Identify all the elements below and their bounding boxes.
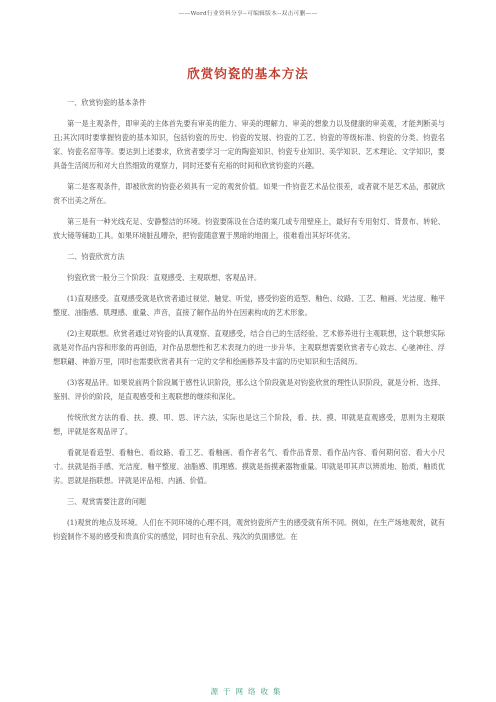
paragraph: 第二是客观条件，即被欣赏的钧瓷必须具有一定的观赏价值。如果一件钧瓷艺术品位很差，或者就不是艺术品，那就欣赏不出美之所在。 [53, 182, 445, 205]
document-title: 欣赏钧瓷的基本方法 [187, 66, 309, 81]
page-footer: 源于网络收集 [210, 687, 286, 696]
paragraph: (2)主观联想。欣赏者通过对钧瓷的认真观察、直观感受，结合自己的生活经验、艺术修养进行主观联想，这个联想实际就是对作品内容和形象的再创造，对作品思想性和艺术表现力的进一步升华。主观联想需要欣赏者专心致志、心驰神往、浮想联翩、神游万里，同时也需要欣赏者具有一定的文学和绘画修养及丰富的历史知识和生活阅历。 [53, 329, 445, 366]
page-header: ——Word行业资料分享--可编辑版本--双击可删—— [178, 11, 318, 17]
paragraph: (1)直观感受。直观感受就是欣赏者通过视觉、触觉、听觉，感受钧瓷的造型、釉色、纹路、工艺、釉画、光洁度、釉平整度、油脂感、肌理感、重量、声音，直接了解作品的外在因素构成的艺术形象。 [53, 294, 445, 317]
paragraph: 看就是看造型、看釉色、看纹路、看工艺、看釉画、看作者名气、看作品背景、看作品内容、看何期何窑、看大小尺寸。扶就是指手感、光洁度、釉平整度、油脂感、肌理感。摸就是指摸紊器物重量。叩就是叩其声以辨质地、胎质、釉质优劣。思就是指联想。评就是评品相、内涵、价值。 [53, 448, 445, 485]
paragraph: 第三是有一种光线充足、安静整洁的环境。钧瓷要陈设在合适的案几或专用壁座上，最好有专用射灯、背景布、转轮、放大镜等辅助工具。如果环境脏乱嘈杂，把钧瓷随意置于黑暗的地面上，很难看出其好坏优劣。 [53, 217, 445, 240]
section-heading: 二、钧瓷欣赏方法 [67, 252, 125, 261]
section-heading: 一、欣赏钧瓷的基本条件 [67, 98, 147, 107]
document-body [53, 96, 445, 551]
paragraph: 第一是主观条件，即审美的主体首先要有审美的能力、审美的理解力、审美的想象力以及健康的审美观，才能判断美与丑;其次同时要掌握钧瓷的基本知识，包括钧瓷的历史、钧瓷的发展、钧瓷的工艺、钧瓷的等级标准、钧瓷的分类、钧瓷名家、钧瓷名窑等等。要达到上述要求，欣赏者要学习一定的陶瓷知识、钧瓷专业知识、美学知识、艺术理论、文学知识，要具备生活阅历和对大自然细致的观察力，同时还要有充裕的时间和欣赏钧瓷的兴趣。 [53, 119, 445, 170]
paragraph: 传统欣赏方法的看、扶、摸、叩、思、评六法，实际也是这三个阶段，看、扶、摸、叩就是直观感受，思则为主观联想，评就是客观品评了。 [53, 413, 445, 436]
paragraph: 钧瓷欣赏一般分三个阶段：直观感受、主观联想、客观品评。 [67, 273, 262, 282]
paragraph: (1)观赏的地点及环境。人们在不同环境的心理不同，观赏钧瓷所产生的感受就有所不同。例如，在生产场地观赏，就有钧瓷制作不易的感受和贵真价实的感觉，同时也有杂乱、残次的负面感觉。在 [53, 518, 445, 541]
section-heading: 三、观赏需要注意的问题 [67, 497, 147, 506]
paragraph: (3)客观品评。如果说前两个阶段属于感性认识阶段，那么这个阶段就是对钧瓷欣赏的理性认识阶段，就是分析、选择、鉴别、评价的阶段，是直观感受和主观联想的继续和深化。 [53, 378, 445, 401]
